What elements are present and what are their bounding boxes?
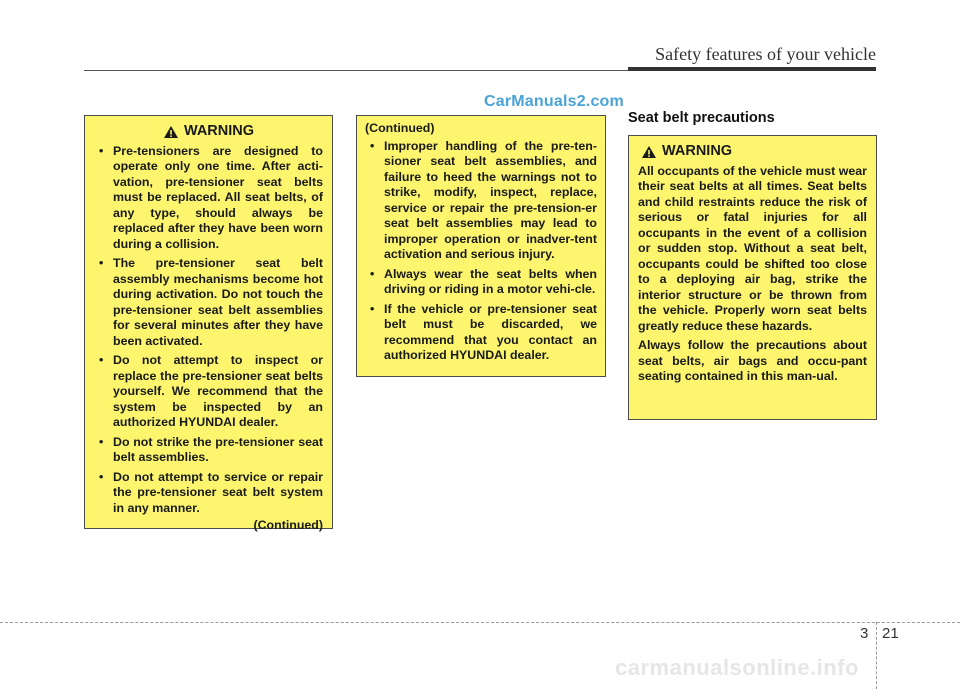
list-item: • Do not strike the pre-tensioner seat belt assemblies. xyxy=(94,435,323,466)
warning-box-seat-belt xyxy=(628,135,877,420)
warning-heading xyxy=(94,124,323,140)
warning-list xyxy=(94,144,323,517)
continued-label: (Continued) xyxy=(253,518,323,532)
warning-heading-label: WARNING xyxy=(183,123,255,139)
warning-heading-label: WARNING xyxy=(662,143,733,159)
warning-box-continued xyxy=(356,115,606,377)
list-item: • Do not attempt to service or repair the pre-tensioner seat belt system in any manner. xyxy=(94,470,323,517)
list-item: • Pre-tensioners are designed to operate only one time. After acti-vation, pre-tensioner seat belts must be replaced. All seat belts, of any type, should always be replaced after they have been worn during a collision. xyxy=(94,144,323,253)
page-number: 21 xyxy=(882,625,899,642)
warning-triangle-icon xyxy=(163,125,179,139)
watermark-link[interactable]: CarManuals2.com xyxy=(484,93,624,110)
footer-rule xyxy=(0,622,960,623)
continued-label: (Continued) xyxy=(365,121,435,135)
warning-list xyxy=(365,139,597,364)
chapter-number: 3 xyxy=(860,625,869,642)
section-header-title: Safety features of your vehicle xyxy=(655,44,876,64)
list-item: • Always wear the seat belts when driving or riding in a motor vehi-cle. xyxy=(365,267,597,298)
header-rule-accent xyxy=(628,67,876,71)
warning-box-pretensioner xyxy=(84,115,333,532)
watermark-footer: carmanualsonline.info xyxy=(615,655,859,680)
list-item: • Improper handling of the pre-ten-sioner seat belt assemblies, and failure to heed the warnings not to strike, modify, inspect, replace, service or repair the pre-tension-er seat belt assemblies may lead to improper operation or inadver-tent activation and serious injury. xyxy=(365,139,597,263)
warning-triangle-icon xyxy=(641,145,657,159)
list-item: • Do not attempt to inspect or replace the pre-tensioner seat belts yourself. We recommend that the system be inspected by an authorized HYUNDAI dealer. xyxy=(94,353,323,431)
warning-paragraph: Always follow the precautions about seat belts, air bags and occu-pant seating contained in this man-ual. xyxy=(638,338,867,383)
warning-paragraph: All occupants of the vehicle must wear their seat belts at all times. Seat belts and child restraints reduce the risk of serious or fatal injuries for all occupants in the event of a collision or sudden stop. Without a seat belt, occupants could be shifted too close to a deploying air bag, strike the interior structure or be thrown from the vehicle. Properly worn seat belts greatly reduce these hazards. xyxy=(638,163,867,333)
list-item: • The pre-tensioner seat belt assembly mechanisms become hot during activation. Do not touch the pre-tensioner seat belt assemblies for several minutes after they have been activated. xyxy=(94,256,323,349)
section-title: Seat belt precautions xyxy=(628,110,775,126)
warning-heading xyxy=(641,144,867,160)
list-item: • If the vehicle or pre-tensioner seat belt must be discarded, we recommend that you contact an authorized HYUNDAI dealer. xyxy=(365,302,597,364)
footer-separator xyxy=(876,622,878,689)
